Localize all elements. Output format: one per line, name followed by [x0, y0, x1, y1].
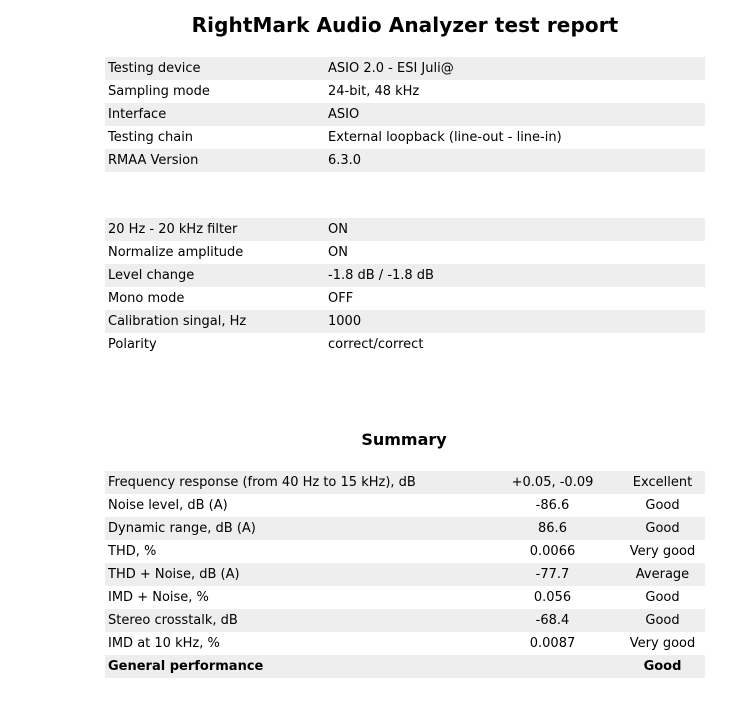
table-row	[105, 471, 705, 494]
table-row	[105, 609, 705, 632]
row-value: ON	[325, 218, 705, 241]
row-rating: Good	[620, 494, 705, 517]
general-performance-value	[485, 655, 620, 678]
device-info-table	[105, 57, 705, 172]
row-label: Noise level, dB (A)	[105, 494, 485, 517]
row-label: Testing device	[105, 57, 325, 80]
row-rating: Good	[620, 586, 705, 609]
row-label: IMD + Noise, %	[105, 586, 485, 609]
settings-table	[105, 218, 705, 356]
row-value: ON	[325, 241, 705, 264]
table-row	[105, 241, 705, 264]
general-performance-rating: Good	[620, 655, 705, 678]
row-rating: Excellent	[620, 471, 705, 494]
row-label: Testing chain	[105, 126, 325, 149]
row-rating: Average	[620, 563, 705, 586]
row-label: Interface	[105, 103, 325, 126]
row-label: 20 Hz - 20 kHz filter	[105, 218, 325, 241]
row-value: 24-bit, 48 kHz	[325, 80, 705, 103]
row-value: 0.0066	[485, 540, 620, 563]
table-row	[105, 103, 705, 126]
table-row	[105, 80, 705, 103]
row-rating: Very good	[620, 632, 705, 655]
row-value: +0.05, -0.09	[485, 471, 620, 494]
row-label: Sampling mode	[105, 80, 325, 103]
row-label: THD, %	[105, 540, 485, 563]
table-row	[105, 310, 705, 333]
row-label: Calibration singal, Hz	[105, 310, 325, 333]
row-label: Normalize amplitude	[105, 241, 325, 264]
row-label: Stereo crosstalk, dB	[105, 609, 485, 632]
row-label: RMAA Version	[105, 149, 325, 172]
row-rating: Good	[620, 609, 705, 632]
row-label: Polarity	[105, 333, 325, 356]
row-label: Mono mode	[105, 287, 325, 310]
row-value: External loopback (line-out - line-in)	[325, 126, 705, 149]
table-row	[105, 218, 705, 241]
row-label: THD + Noise, dB (A)	[105, 563, 485, 586]
table-row	[105, 264, 705, 287]
row-value: -1.8 dB / -1.8 dB	[325, 264, 705, 287]
table-row	[105, 494, 705, 517]
summary-table	[105, 471, 705, 678]
table-row	[105, 586, 705, 609]
row-value: 0.056	[485, 586, 620, 609]
table-row	[105, 517, 705, 540]
general-performance-label: General performance	[105, 655, 485, 678]
row-label: IMD at 10 kHz, %	[105, 632, 485, 655]
table-row	[105, 287, 705, 310]
row-value: -86.6	[485, 494, 620, 517]
table-row	[105, 333, 705, 356]
general-performance-row	[105, 655, 705, 678]
row-value: correct/correct	[325, 333, 705, 356]
row-value: -77.7	[485, 563, 620, 586]
row-value: 1000	[325, 310, 705, 333]
table-row	[105, 149, 705, 172]
row-rating: Good	[620, 517, 705, 540]
table-row	[105, 57, 705, 80]
table-row	[105, 563, 705, 586]
table-row	[105, 632, 705, 655]
row-value: OFF	[325, 287, 705, 310]
table-row	[105, 540, 705, 563]
row-value: 86.6	[485, 517, 620, 540]
row-value: 6.3.0	[325, 149, 705, 172]
row-label: Dynamic range, dB (A)	[105, 517, 485, 540]
row-value: ASIO 2.0 - ESI Juli@	[325, 57, 705, 80]
summary-heading: Summary	[361, 430, 447, 449]
row-value: ASIO	[325, 103, 705, 126]
row-label: Level change	[105, 264, 325, 287]
row-value: -68.4	[485, 609, 620, 632]
row-rating: Very good	[620, 540, 705, 563]
report-title: RightMark Audio Analyzer test report	[191, 13, 619, 37]
row-label: Frequency response (from 40 Hz to 15 kHz), dB	[105, 471, 485, 494]
row-value: 0.0087	[485, 632, 620, 655]
table-row	[105, 126, 705, 149]
